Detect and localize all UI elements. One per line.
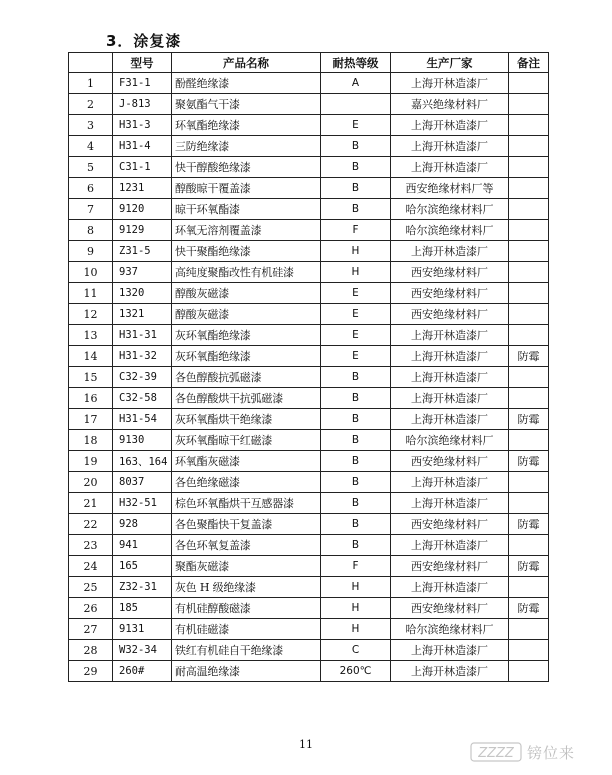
heat-grade-cell: B [321,514,391,535]
manufacturer-cell: 上海开林造漆厂 [391,472,509,493]
heat-grade-cell: F [321,220,391,241]
remarks-cell [509,220,549,241]
table-row [69,346,549,367]
row-number: 8 [69,220,113,241]
model-cell: 928 [113,514,172,535]
manufacturer-cell: 西安绝缘材料厂 [391,514,509,535]
header-manufacturer: 生产厂家 [391,53,509,73]
manufacturer-cell: 上海开林造漆厂 [391,115,509,136]
product-name-cell: 各色醇酸抗弧磁漆 [172,367,321,388]
manufacturer-cell: 哈尔滨绝缘材料厂 [391,430,509,451]
row-number: 23 [69,535,113,556]
product-name-cell: 有机硅磁漆 [172,619,321,640]
svg-text:ZZZZ: ZZZZ [478,746,514,761]
manufacturer-cell: 上海开林造漆厂 [391,241,509,262]
row-number: 10 [69,262,113,283]
row-number: 24 [69,556,113,577]
manufacturer-cell: 上海开林造漆厂 [391,535,509,556]
manufacturer-cell: 哈尔滨绝缘材料厂 [391,619,509,640]
row-number: 16 [69,388,113,409]
header-heat-grade: 耐热等级 [321,53,391,73]
row-number: 3 [69,115,113,136]
header-index [69,53,113,73]
remarks-cell: 防霉 [509,514,549,535]
table-row [69,115,549,136]
row-number: 1 [69,73,113,94]
heat-grade-cell: F [321,556,391,577]
heat-grade-cell: E [321,304,391,325]
row-number: 19 [69,451,113,472]
table-row [69,451,549,472]
row-number: 17 [69,409,113,430]
remarks-cell [509,178,549,199]
product-name-cell: 灰色 H 级绝缘漆 [172,577,321,598]
remarks-cell [509,430,549,451]
heat-grade-cell: H [321,619,391,640]
model-cell: 1320 [113,283,172,304]
header-product-name: 产品名称 [172,53,321,73]
row-number: 26 [69,598,113,619]
table-row [69,577,549,598]
heat-grade-cell: B [321,451,391,472]
product-name-cell: 醇酸晾干覆盖漆 [172,178,321,199]
model-cell: F31-1 [113,73,172,94]
row-number: 13 [69,325,113,346]
heat-grade-cell: B [321,409,391,430]
heat-grade-cell: H [321,598,391,619]
remarks-cell [509,283,549,304]
manufacturer-cell: 西安绝缘材料厂 [391,598,509,619]
row-number: 21 [69,493,113,514]
heat-grade-cell: B [321,157,391,178]
heat-grade-cell: C [321,640,391,661]
model-cell: H32-51 [113,493,172,514]
product-name-cell: 环氧无溶剂覆盖漆 [172,220,321,241]
table-row [69,304,549,325]
table-row [69,199,549,220]
model-cell: 163、164 [113,451,172,472]
row-number: 18 [69,430,113,451]
model-cell: C31-1 [113,157,172,178]
product-name-cell: 快干醇酸绝缘漆 [172,157,321,178]
remarks-cell [509,241,549,262]
model-cell: 1321 [113,304,172,325]
remarks-cell [509,367,549,388]
manufacturer-cell: 上海开林造漆厂 [391,157,509,178]
remarks-cell [509,136,549,157]
model-cell: J-813 [113,94,172,115]
table-row [69,325,549,346]
remarks-cell [509,94,549,115]
remarks-cell [509,115,549,136]
model-cell: C32-39 [113,367,172,388]
remarks-cell: 防霉 [509,556,549,577]
manufacturer-cell: 西安绝缘材料厂 [391,556,509,577]
row-number: 12 [69,304,113,325]
model-cell: 9129 [113,220,172,241]
table-row [69,367,549,388]
heat-grade-cell: H [321,241,391,262]
manufacturer-cell: 西安绝缘材料厂 [391,304,509,325]
remarks-cell: 防霉 [509,451,549,472]
row-number: 9 [69,241,113,262]
table-row [69,535,549,556]
manufacturer-cell: 上海开林造漆厂 [391,325,509,346]
row-number: 7 [69,199,113,220]
model-cell: C32-58 [113,388,172,409]
heat-grade-cell: B [321,136,391,157]
heat-grade-cell: 260℃ [321,661,391,682]
heat-grade-cell: B [321,388,391,409]
remarks-cell [509,262,549,283]
heat-grade-cell: E [321,115,391,136]
table-row [69,514,549,535]
section-title: 3．涂复漆 [106,32,182,50]
model-cell: W32-34 [113,640,172,661]
table-row [69,73,549,94]
remarks-cell [509,73,549,94]
model-cell: H31-31 [113,325,172,346]
row-number: 27 [69,619,113,640]
remarks-cell [509,661,549,682]
manufacturer-cell: 上海开林造漆厂 [391,577,509,598]
table-row [69,556,549,577]
model-cell: H31-3 [113,115,172,136]
product-name-cell: 高纯度聚酯改性有机硅漆 [172,262,321,283]
row-number: 25 [69,577,113,598]
remarks-cell [509,325,549,346]
product-name-cell: 各色聚酯快干复盖漆 [172,514,321,535]
table-row [69,640,549,661]
table-row [69,598,549,619]
product-name-cell: 灰环氧酯绝缘漆 [172,346,321,367]
remarks-cell [509,472,549,493]
row-number: 28 [69,640,113,661]
manufacturer-cell: 上海开林造漆厂 [391,661,509,682]
heat-grade-cell [321,94,391,115]
model-cell: 185 [113,598,172,619]
row-number: 22 [69,514,113,535]
product-name-cell: 醇酸灰磁漆 [172,304,321,325]
heat-grade-cell: B [321,472,391,493]
product-name-cell: 聚氨酯气干漆 [172,94,321,115]
model-cell: H31-4 [113,136,172,157]
product-name-cell: 有机硅醇酸磁漆 [172,598,321,619]
heat-grade-cell: E [321,325,391,346]
remarks-cell: 防霉 [509,346,549,367]
table-row [69,136,549,157]
remarks-cell [509,535,549,556]
model-cell: 260# [113,661,172,682]
row-number: 15 [69,367,113,388]
row-number: 14 [69,346,113,367]
table-row [69,661,549,682]
heat-grade-cell: B [321,199,391,220]
row-number: 11 [69,283,113,304]
manufacturer-cell: 上海开林造漆厂 [391,136,509,157]
manufacturer-cell: 上海开林造漆厂 [391,367,509,388]
header-model: 型号 [113,53,172,73]
heat-grade-cell: B [321,430,391,451]
remarks-cell [509,577,549,598]
heat-grade-cell: B [321,178,391,199]
product-name-cell: 醇酸灰磁漆 [172,283,321,304]
product-name-cell: 晾干环氧酯漆 [172,199,321,220]
header-remarks: 备注 [509,53,549,73]
remarks-cell [509,304,549,325]
model-cell: 8037 [113,472,172,493]
heat-grade-cell: A [321,73,391,94]
remarks-cell: 防霉 [509,598,549,619]
product-name-cell: 各色醇酸烘干抗弧磁漆 [172,388,321,409]
manufacturer-cell: 哈尔滨绝缘材料厂 [391,220,509,241]
table-row [69,409,549,430]
watermark-logo-icon [470,742,522,762]
manufacturer-cell: 上海开林造漆厂 [391,493,509,514]
watermark [470,741,604,763]
table-row [69,178,549,199]
remarks-cell [509,640,549,661]
table-row [69,493,549,514]
model-cell: H31-54 [113,409,172,430]
table-row [69,94,549,115]
model-cell: Z31-5 [113,241,172,262]
heat-grade-cell: H [321,262,391,283]
product-name-cell: 酚醛绝缘漆 [172,73,321,94]
product-name-cell: 灰环氧酯绝缘漆 [172,325,321,346]
table-row [69,619,549,640]
row-number: 2 [69,94,113,115]
product-name-cell: 三防绝缘漆 [172,136,321,157]
table-row [69,430,549,451]
model-cell: Z32-31 [113,577,172,598]
table-header-row [69,53,549,73]
row-number: 5 [69,157,113,178]
model-cell: 937 [113,262,172,283]
table-row [69,157,549,178]
table-row [69,220,549,241]
manufacturer-cell: 西安绝缘材料厂等 [391,178,509,199]
model-cell: 941 [113,535,172,556]
remarks-cell [509,199,549,220]
product-name-cell: 聚酯灰磁漆 [172,556,321,577]
product-name-cell: 灰环氧酯烘干绝缘漆 [172,409,321,430]
heat-grade-cell: H [321,577,391,598]
watermark-text: 镑位来 [527,743,576,762]
model-cell: H31-32 [113,346,172,367]
table-row [69,472,549,493]
product-name-cell: 灰环氧酯晾干红磁漆 [172,430,321,451]
row-number: 20 [69,472,113,493]
table-row [69,283,549,304]
product-name-cell: 环氧酯绝缘漆 [172,115,321,136]
remarks-cell [509,493,549,514]
row-number: 4 [69,136,113,157]
manufacturer-cell: 西安绝缘材料厂 [391,283,509,304]
product-name-cell: 耐高温绝缘漆 [172,661,321,682]
model-cell: 9120 [113,199,172,220]
manufacturer-cell: 西安绝缘材料厂 [391,451,509,472]
manufacturer-cell: 上海开林造漆厂 [391,640,509,661]
coating-paint-table [68,52,549,682]
heat-grade-cell: B [321,493,391,514]
product-name-cell: 各色环氧复盖漆 [172,535,321,556]
product-name-cell: 各色绝缘磁漆 [172,472,321,493]
page-number: 11 [299,738,313,751]
model-cell: 165 [113,556,172,577]
manufacturer-cell: 上海开林造漆厂 [391,409,509,430]
model-cell: 1231 [113,178,172,199]
remarks-cell [509,619,549,640]
table-row [69,262,549,283]
manufacturer-cell: 上海开林造漆厂 [391,388,509,409]
model-cell: 9130 [113,430,172,451]
manufacturer-cell: 嘉兴绝缘材料厂 [391,94,509,115]
product-name-cell: 快干聚酯绝缘漆 [172,241,321,262]
manufacturer-cell: 哈尔滨绝缘材料厂 [391,199,509,220]
model-cell: 9131 [113,619,172,640]
product-name-cell: 棕色环氧酯烘干互感器漆 [172,493,321,514]
remarks-cell [509,388,549,409]
manufacturer-cell: 西安绝缘材料厂 [391,262,509,283]
row-number: 29 [69,661,113,682]
product-name-cell: 环氧酯灰磁漆 [172,451,321,472]
heat-grade-cell: B [321,367,391,388]
manufacturer-cell: 上海开林造漆厂 [391,346,509,367]
heat-grade-cell: B [321,535,391,556]
remarks-cell: 防霉 [509,409,549,430]
row-number: 6 [69,178,113,199]
heat-grade-cell: E [321,346,391,367]
manufacturer-cell: 上海开林造漆厂 [391,73,509,94]
product-name-cell: 铁红有机硅自干绝缘漆 [172,640,321,661]
heat-grade-cell: E [321,283,391,304]
table-row [69,388,549,409]
table-row [69,241,549,262]
remarks-cell [509,157,549,178]
